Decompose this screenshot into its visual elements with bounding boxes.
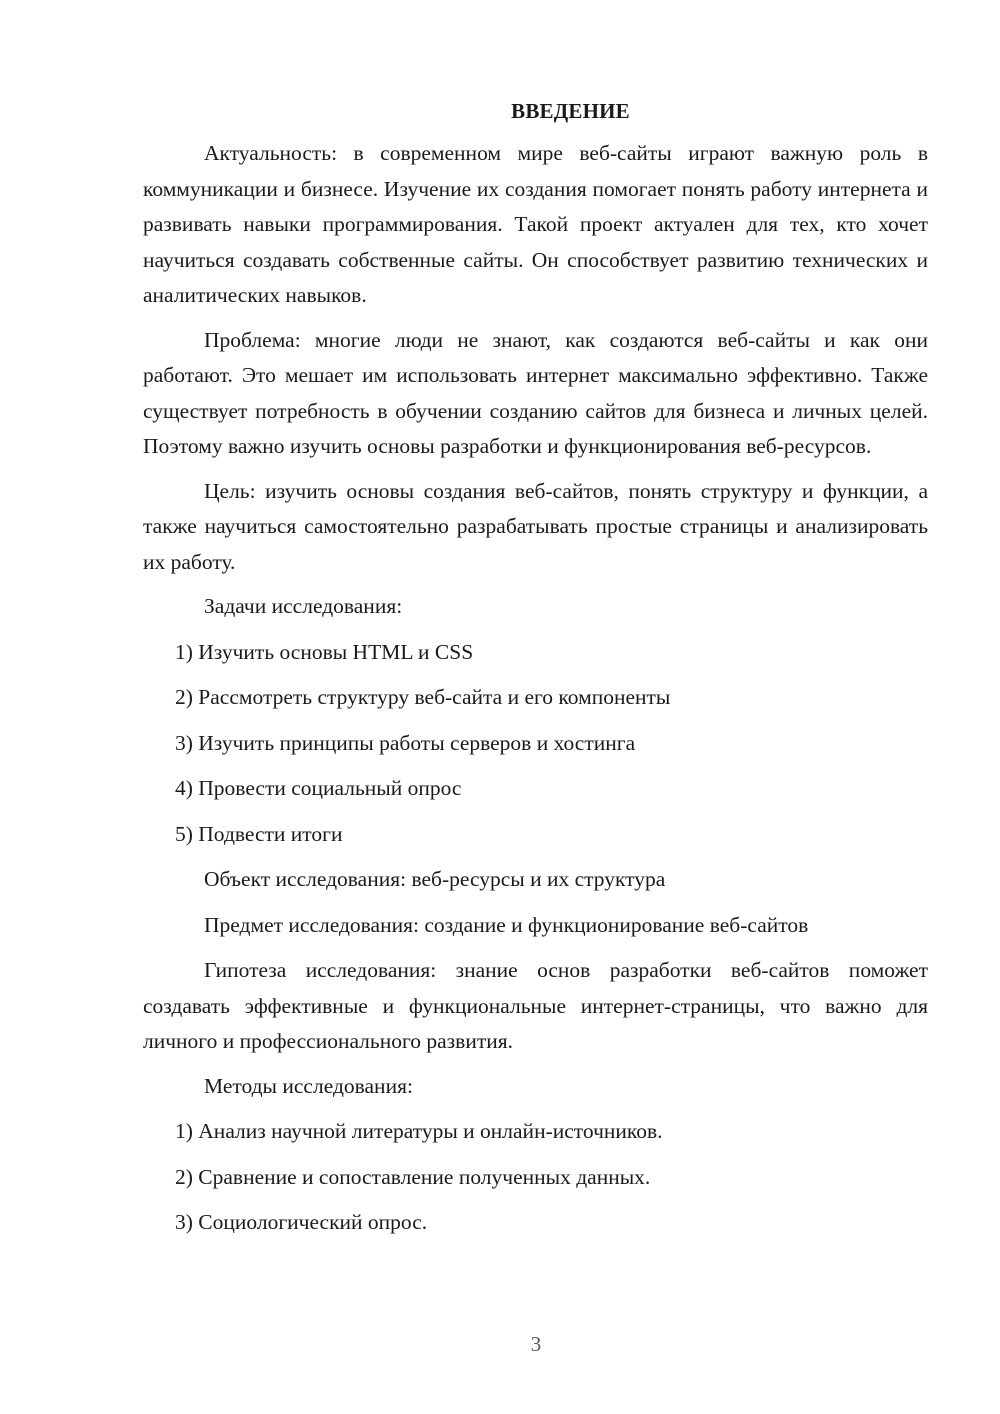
document-page — [143, 96, 928, 1251]
goal-paragraph: Цель: изучить основы создания веб-сайтов, понять структуру и функции, а также научиться самостоятельно разрабатывать простые страницы и анализировать их работу. — [143, 478, 928, 574]
research-object: Объект исследования: веб-ресурсы и их структура — [204, 867, 666, 891]
page-number: 3 — [530, 1332, 542, 1356]
task-item: 3) Изучить принципы работы серверов и хостинга — [175, 730, 636, 755]
task-item: 1) Изучить основы HTML и CSS — [175, 639, 474, 664]
task-item: 4) Провести социальный опрос — [175, 776, 462, 800]
research-subject: Предмет исследования: создание и функционирование веб-сайтов — [204, 912, 809, 937]
task-item: 5) Подвести итоги — [175, 821, 343, 846]
hypothesis-paragraph: Гипотеза исследования: знание основ разработки веб-сайтов поможет создавать эффективные и функциональные интернет-страницы, что важно для личного и профессионального развития. — [143, 958, 928, 1053]
method-item: 1) Анализ научной литературы и онлайн-источников. — [175, 1119, 663, 1143]
method-item: 2) Сравнение и сопоставление полученных данных. — [175, 1164, 651, 1189]
page-title: ВВЕДЕНИЕ — [511, 99, 630, 123]
problem-paragraph: Проблема: многие люди не знают, как создаются веб-сайты и как они работают. Это мешает им использовать интернет максимально эффективно. Также существует потребность в обучении созданию сайтов для бизнеса и личных целей. Поэтому важно изучить основы разработки и функционирования веб-ресурсов. — [143, 327, 928, 458]
methods-heading: Методы исследования: — [204, 1073, 413, 1098]
task-item: 2) Рассмотреть структуру веб-сайта и его компоненты — [175, 685, 671, 709]
relevance-paragraph: Актуальность: в современном мире веб-сайты играют важную роль в коммуникации и бизнесе. Изучение их создания помогает понять работу интернета и развивать навыки программирования. Такой проект актуален для тех, кто хочет научиться создавать собственные сайты. Он способствует развитию технических и аналитических навыков. — [143, 141, 928, 307]
tasks-heading: Задачи исследования: — [204, 594, 403, 618]
method-item: 3) Социологический опрос. — [175, 1210, 428, 1234]
